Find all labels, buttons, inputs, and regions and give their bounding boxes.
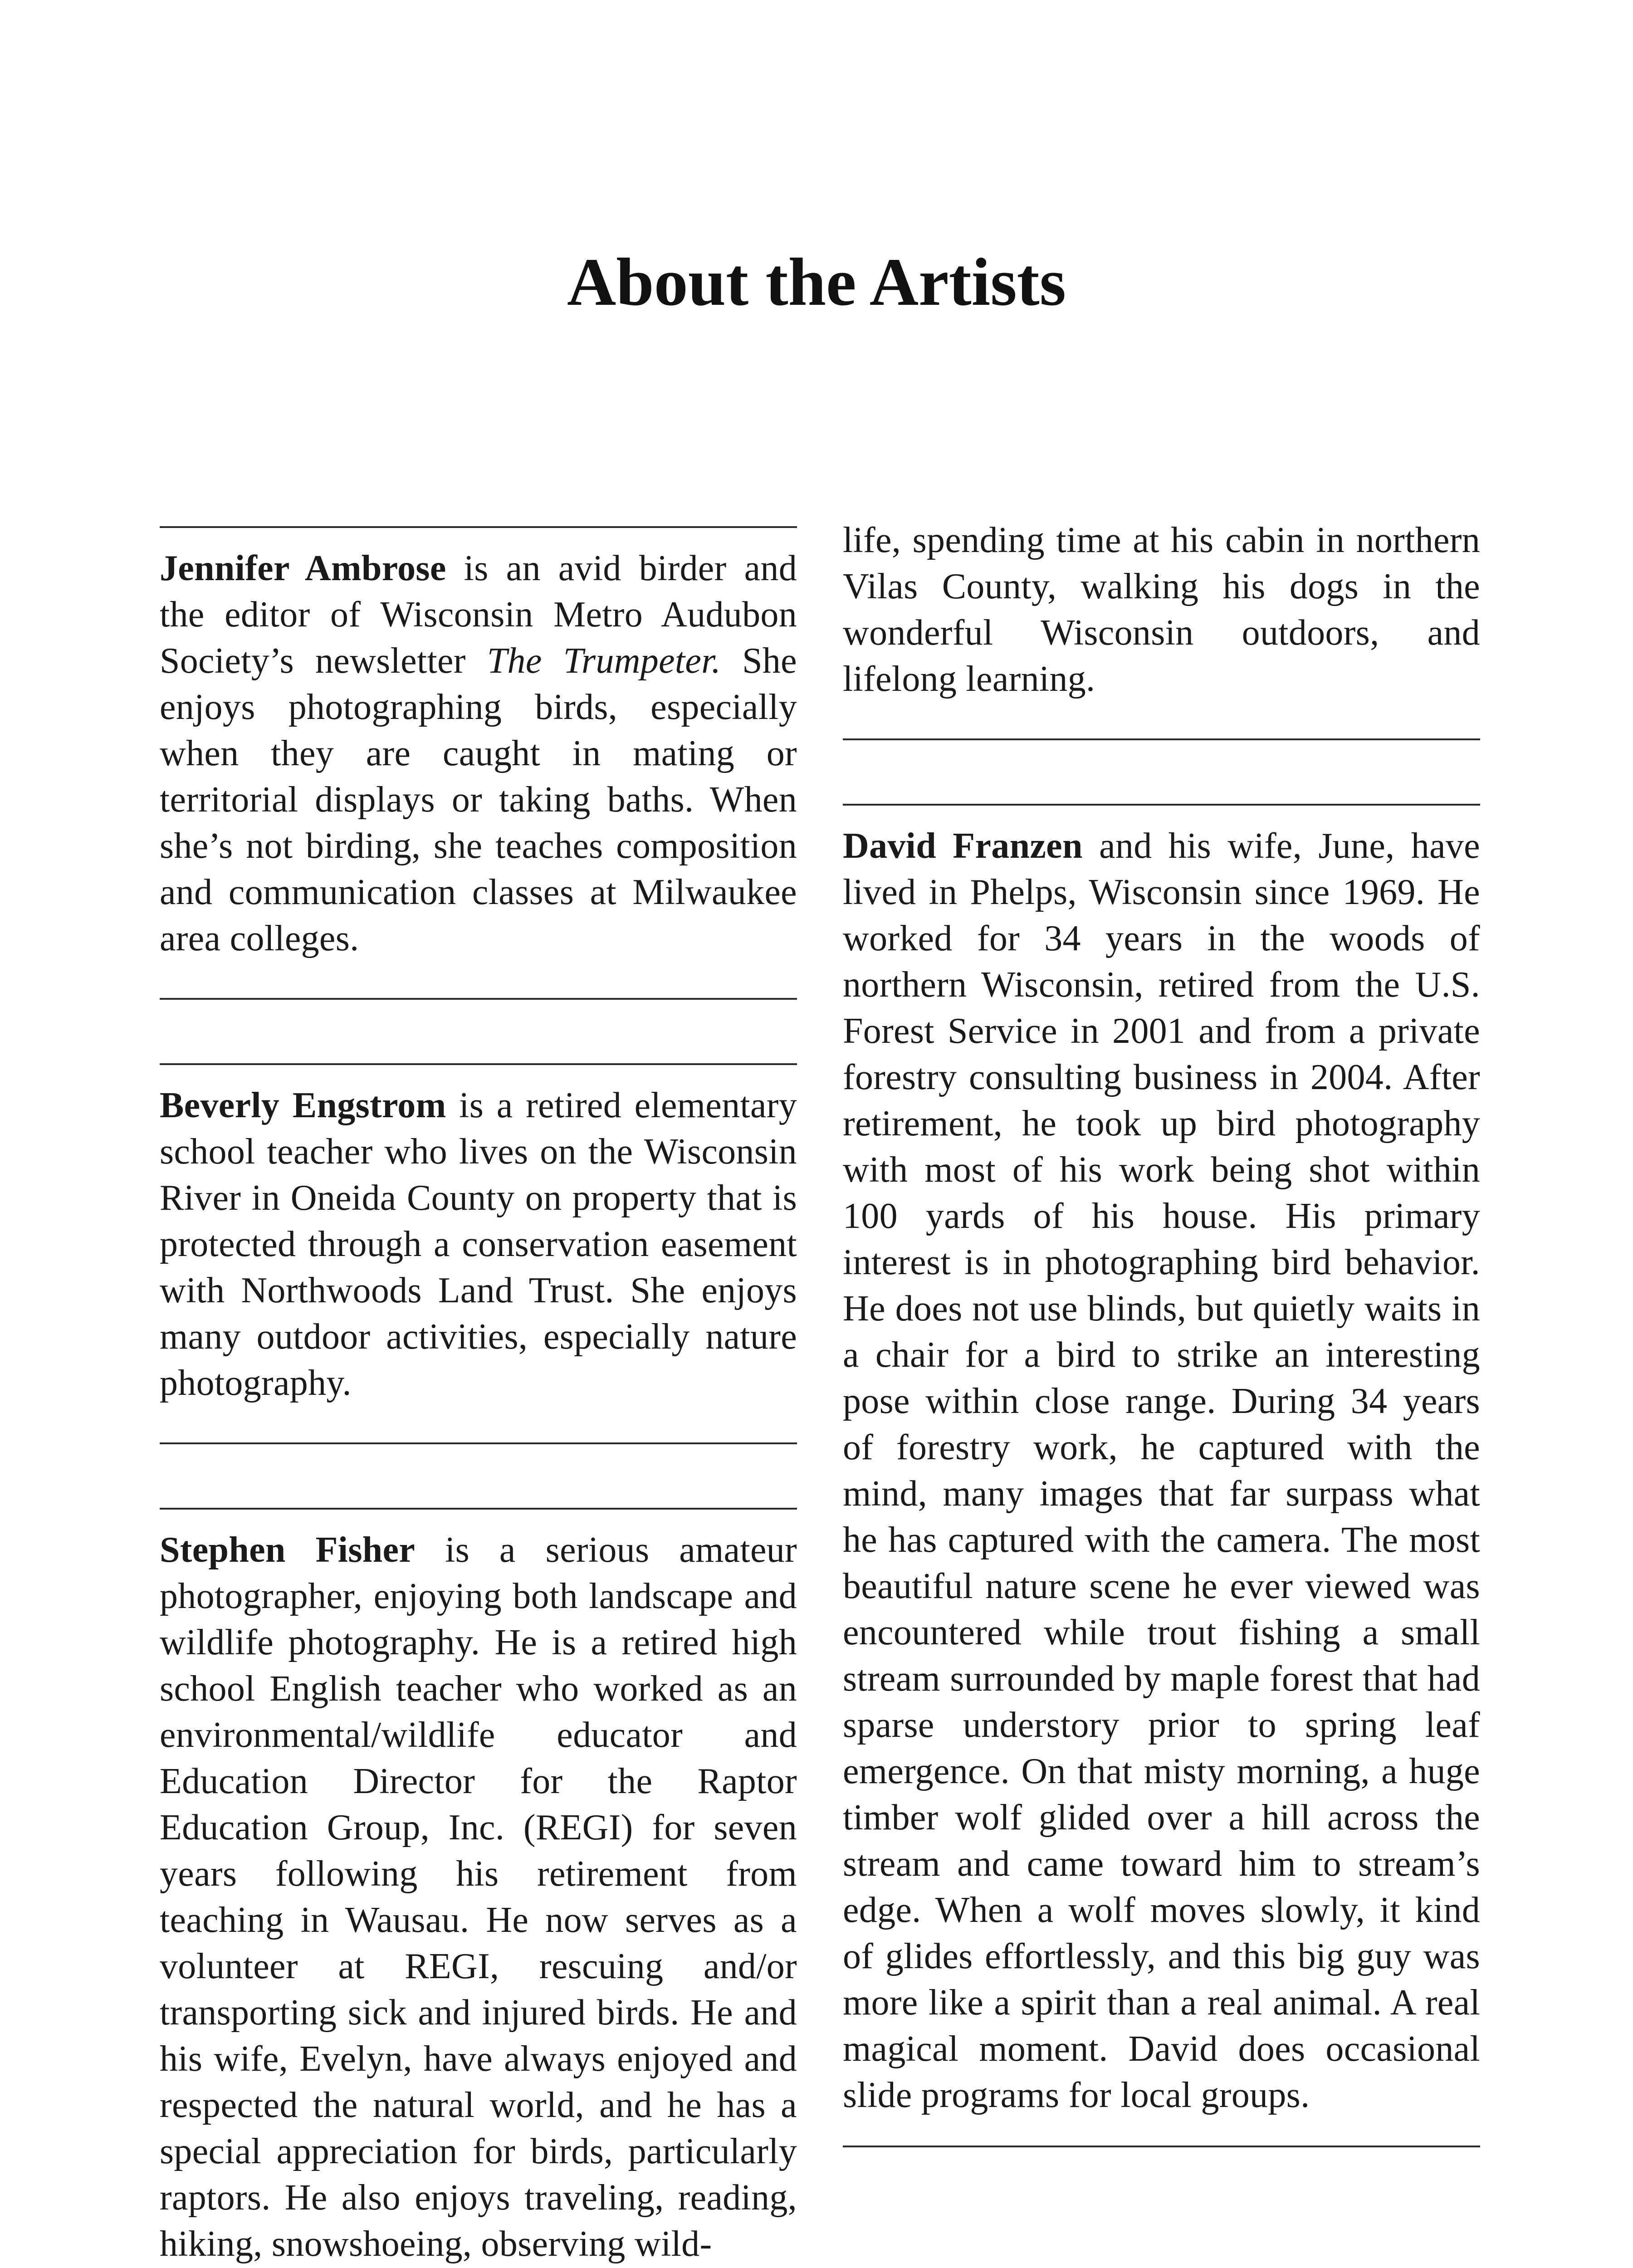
bio-text: life, spending time at his cabin in northern Vilas County, walking his dogs in the wonderful Wisconsin outdoors, and lifelong learning. bbox=[843, 520, 1480, 699]
bio-text: is a serious amateur photographer, enjoying both landscape and wildlife photography. He is a retired high school English teacher who worked as an environmental/wildlife educator and Education Director for the Raptor Education Group, Inc. (REGI) for seven years following his retirement from teaching in Wausau. He now serves as a volunteer at REGI, rescuing and/or transporting sick and injured birds. He and his wife, Evelyn, have always enjoyed and respected the natural world, and he has a special appreciation for birds, particularly raptors. He also enjoys traveling, reading, hiking, snowshoeing, observing wild- bbox=[160, 1530, 797, 2264]
artist-name: Beverly Engstrom bbox=[160, 1085, 446, 1125]
bio-david-franzen bbox=[843, 823, 1480, 2118]
bio-text: is an avid birder and the editor of Wisconsin Metro Audubon Society’s newsletter bbox=[160, 548, 797, 681]
left-column bbox=[160, 526, 797, 2267]
bio-beverly-engstrom bbox=[160, 1082, 797, 1406]
page-title: About the Artists bbox=[567, 244, 1066, 320]
bio-jennifer-ambrose bbox=[160, 545, 797, 962]
bio-text: She enjoys photographing birds, especially when they are caught in mating or territorial displays or taking baths. When she’s not birding, she teaches composition and communication classes at Milwaukee area colleges. bbox=[160, 641, 797, 958]
bio-text: is a retired elementary school teacher who lives on the Wisconsin River in Oneida County on property that is protected through a conservation easement with Northwoods Land Trust. She enjoys many outdoor activities, especially nature photography. bbox=[160, 1085, 797, 1403]
bio-stephen-fisher bbox=[160, 1527, 797, 2267]
right-column bbox=[843, 517, 1480, 2147]
artist-name: Stephen Fisher bbox=[160, 1530, 416, 1570]
artist-name: David Franzen bbox=[843, 826, 1083, 866]
entry-bottom-rule bbox=[843, 2146, 1480, 2147]
newsletter-title: The Trumpeter. bbox=[487, 641, 721, 681]
bio-stephen-fisher-continued bbox=[843, 517, 1480, 702]
artist-name: Jennifer Ambrose bbox=[160, 548, 446, 588]
bio-text: and his wife, June, have lived in Phelps, Wisconsin since 1969. He worked for 34 years in the woods of northern Wisconsin, retired from the U.S. Forest Service in 2001 and from a private forestry consulting business in 2004. After retirement, he took up bird photography with most of his work being shot within 100 yards of his house. His primary interest is in photographing bird behavior. He does not use blinds, but quietly waits in a chair for a bird to strike an interesting pose within close range. During 34 years of forestry work, he captured with the mind, many images that far surpass what he has captured with the camera. The most beautiful nature scene he ever viewed was encountered while trout fishing a small stream surrounded by maple forest that had sparse understory prior to spring leaf emergence. On that misty morning, a huge timber wolf glided over a hill across the stream and came toward him to stream’s edge. When a wolf moves slowly, it kind of glides effortlessly, and this big guy was more like a spirit than a real animal. A real magical moment. David does occasional slide programs for local groups. bbox=[843, 826, 1480, 2115]
